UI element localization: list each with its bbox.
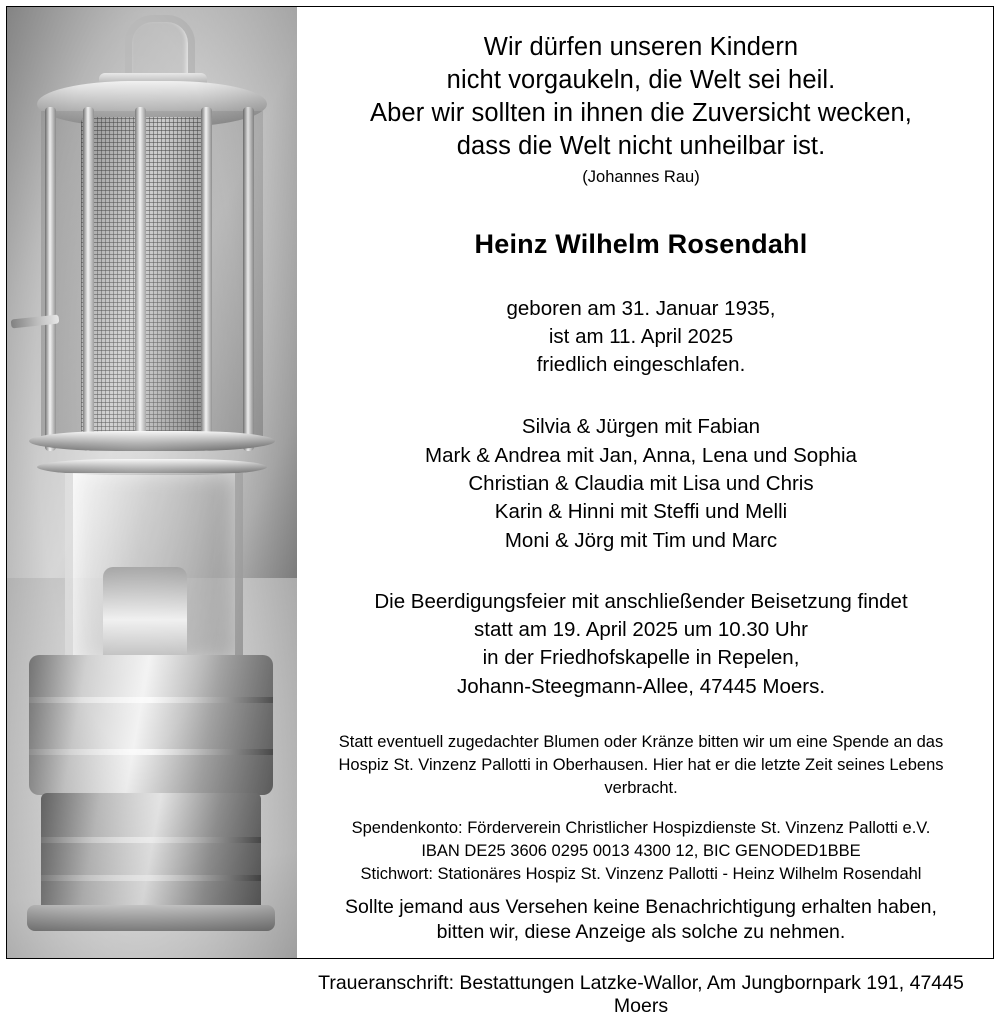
family-line: Mark & Andrea mit Jan, Anna, Lena und Sophia [425, 443, 857, 467]
donation-account-line: Spendenkonto: Förderverein Christlicher Hospizdienste St. Vinzenz Pallotti e.V. [351, 819, 931, 838]
photo-vignette [7, 7, 297, 958]
funeral-line: statt am 19. April 2025 um 10.30 Uhr [474, 618, 808, 642]
general-notice-line: Sollte jemand aus Versehen keine Benachrichtigung erhalten haben, [345, 895, 937, 918]
general-notice-line: bitten wir, diese Anzeige als solche zu nehmen. [436, 921, 846, 944]
donation-account [315, 817, 967, 886]
text-column [297, 7, 993, 1017]
quote-line: nicht vorgaukeln, die Welt sei heil. [446, 66, 836, 95]
funeral-line: in der Friedhofskapelle in Repelen, [482, 646, 800, 670]
donation-reference-line: Stichwort: Stationäres Hospiz St. Vinzenz Pallotti - Heinz Wilhelm Rosendahl [360, 865, 922, 884]
donation-intro-line: Statt eventuell zugedachter Blumen oder Kränze bitten wir um eine Spende an das [338, 732, 944, 751]
donation-intro-line: Hospiz St. Vinzenz Pallotti in Oberhausen. Hier hat er die letzte Zeit seines Lebens verbracht. [338, 756, 944, 798]
quote-line: Wir dürfen unseren Kindern [483, 33, 799, 61]
quote-line: dass die Welt nicht unheilbar ist. [456, 132, 826, 161]
donation-intro [315, 731, 967, 800]
donation-iban-line: IBAN DE25 3606 0295 0013 4300 12, BIC GENODED1BBE [421, 842, 861, 861]
lamp-photo [7, 7, 297, 958]
donation-block [315, 731, 967, 887]
notice-content [7, 7, 993, 1017]
mourning-address: Traueranschrift: Bestattungen Latzke-Wallor, Am Jungbornpark 191, 47445 Moers [318, 971, 964, 1017]
quote-line: Aber wir sollten in ihnen die Zuversicht wecken, [370, 99, 912, 128]
life-dates [315, 295, 967, 380]
deceased-name: Heinz Wilhelm Rosendahl [474, 228, 808, 259]
life-dates-line: friedlich eingeschlafen. [536, 353, 746, 377]
quote-block [315, 31, 967, 164]
general-notice [315, 895, 967, 946]
family-line: Karin & Hinni mit Steffi und Melli [494, 500, 788, 524]
family-list [315, 413, 967, 554]
family-line: Christian & Claudia mit Lisa und Chris [468, 471, 814, 495]
quote-author: (Johannes Rau) [582, 167, 700, 186]
funeral-details [315, 588, 967, 701]
funeral-line: Die Beerdigungsfeier mit anschließender Beisetzung findet [374, 589, 908, 613]
funeral-line: Johann-Steegmann-Allee, 47445 Moers. [456, 674, 826, 698]
family-line: Moni & Jörg mit Tim und Marc [504, 528, 778, 552]
life-dates-line: ist am 11. April 2025 [548, 324, 734, 348]
family-line: Silvia & Jürgen mit Fabian [521, 415, 761, 439]
life-dates-line: geboren am 31. Januar 1935, [506, 296, 776, 320]
